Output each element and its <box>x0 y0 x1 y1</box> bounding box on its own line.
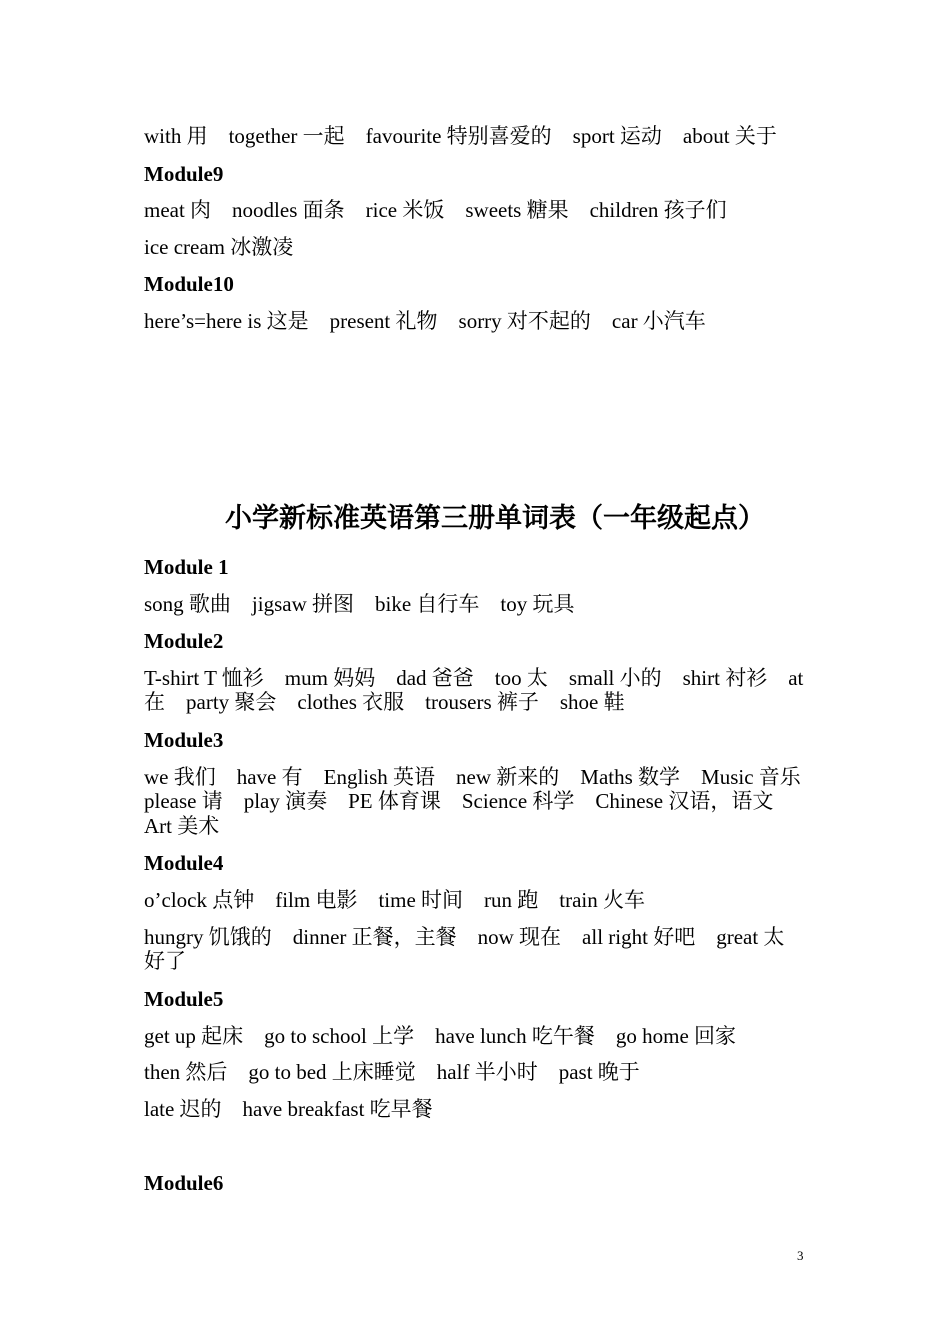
book3-vocab-title: 小学新标准英语第三册单词表（一年级起点） <box>225 503 765 533</box>
module5-vocab-line-1: get up 起床 go to school 上学 have lunch 吃午餐 go home 回家 <box>144 1024 737 1048</box>
module4-vocab-line-1: o’clock 点钟 film 电影 time 时间 run 跑 train 火车 <box>144 888 646 912</box>
module4-vocab-line-2: hungry 饥饿的 dinner 正餐，主餐 now 现在 all right 好吧 great 太 <box>144 925 785 949</box>
module3-heading: Module3 <box>144 728 224 752</box>
module3-vocab-line-3: Art 美术 <box>144 814 220 838</box>
module2-vocab-line-1: T-shirt T 恤衫 mum 妈妈 dad 爸爸 too 太 small 小的 shirt 衬衫 at <box>144 666 804 690</box>
vocab-line-with-together: with 用 together 一起 favourite 特别喜爱的 sport 运动 about 关于 <box>144 124 777 148</box>
module5-heading: Module5 <box>144 987 224 1011</box>
module5-vocab-line-2: then 然后 go to bed 上床睡觉 half 半小时 past 晚于 <box>144 1060 640 1084</box>
module9-heading: Module9 <box>144 162 224 186</box>
module3-vocab-line-1: we 我们 have 有 English 英语 new 新来的 Maths 数学 Music 音乐 <box>144 765 801 789</box>
module2-heading: Module2 <box>144 629 224 653</box>
module2-vocab-line-2: 在 party 聚会 clothes 衣服 trousers 裤子 shoe 鞋 <box>144 690 625 714</box>
module1-heading: Module 1 <box>144 555 229 579</box>
module4-vocab-line-3: 好了 <box>144 949 186 973</box>
module10-heading: Module10 <box>144 272 234 296</box>
module10-vocab-line-1: here’s=here is 这是 present 礼物 sorry 对不起的 car 小汽车 <box>144 309 706 333</box>
module9-vocab-line-1: meat 肉 noodles 面条 rice 米饭 sweets 糖果 children 孩子们 <box>144 198 727 222</box>
module6-heading: Module6 <box>144 1171 224 1195</box>
module4-heading: Module4 <box>144 851 224 875</box>
module9-vocab-line-2: ice cream 冰激凌 <box>144 235 294 259</box>
page-number: 3 <box>797 1248 804 1263</box>
module3-vocab-line-2: please 请 play 演奏 PE 体育课 Science 科学 Chinese 汉语，语文 <box>144 789 774 813</box>
module5-vocab-line-3: late 迟的 have breakfast 吃早餐 <box>144 1097 433 1121</box>
module1-vocab-line-1: song 歌曲 jigsaw 拼图 bike 自行车 toy 玩具 <box>144 592 575 616</box>
